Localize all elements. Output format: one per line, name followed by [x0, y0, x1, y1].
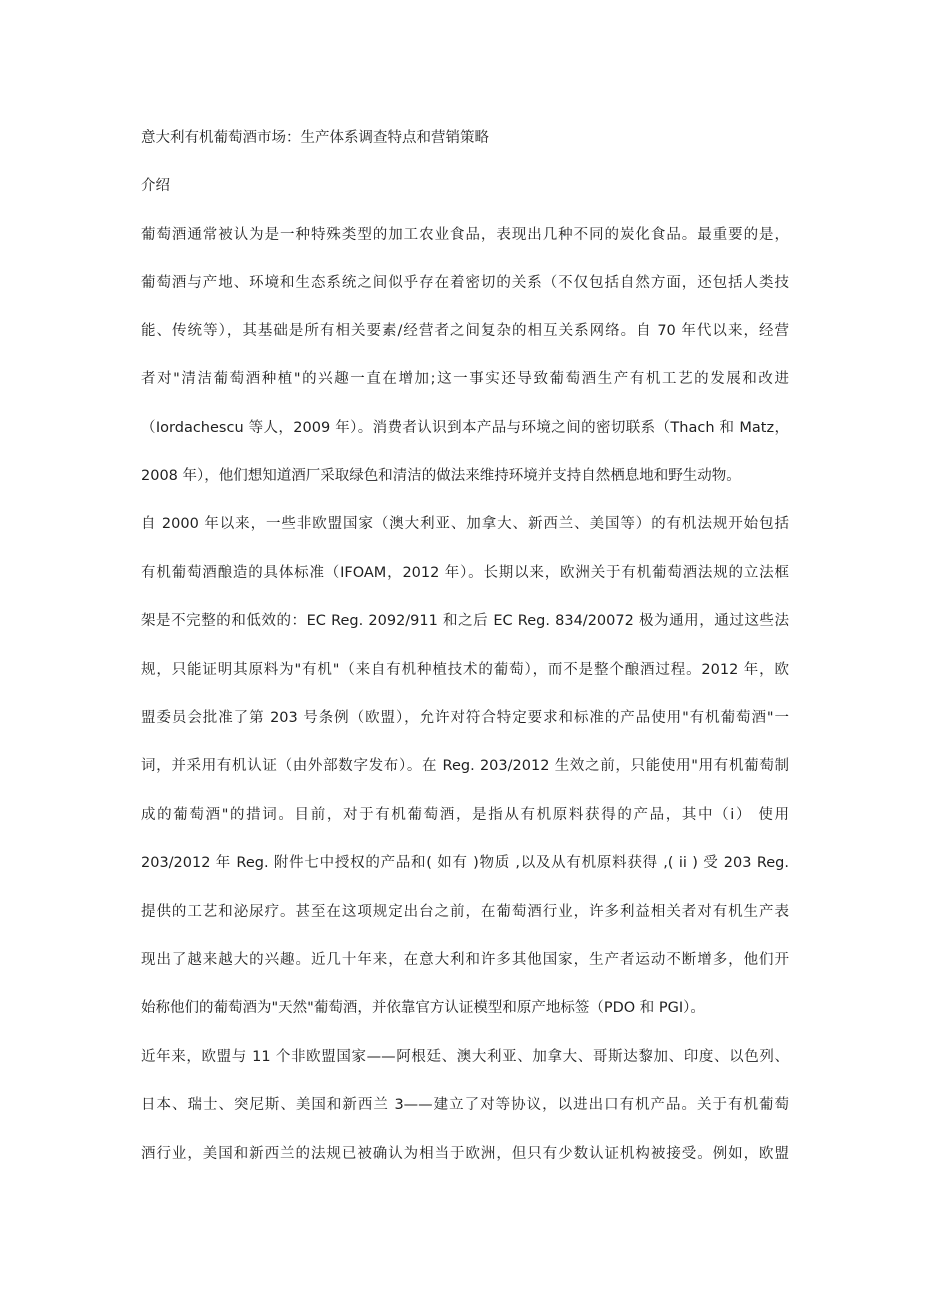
paragraph-2-line-5: 盟委员会批准了第 203 号条例（欧盟），允许对符合特定要求和标准的产品使用"有机葡萄酒"一 [141, 710, 789, 726]
paragraph-1-line-5: （Iordachescu 等人，2009 年）。消费者认识到本产品与环境之间的密切联系（Thach 和 Matz， [141, 420, 789, 436]
paragraph-2-line-7: 成的葡萄酒"的措词。目前，对于有机葡萄酒，是指从有机原料获得的产品，其中（i） 使用 [141, 807, 789, 823]
paragraph-2-line-9: 提供的工艺和泌尿疗。甚至在这项规定出台之前，在葡萄酒行业，许多利益相关者对有机生产表 [141, 904, 789, 920]
paragraph-2-line-6: 词，并采用有机认证（由外部数字发布）。在 Reg. 203/2012 生效之前，只能使用"用有机葡萄制 [141, 758, 789, 774]
paragraph-2-line-4: 规，只能证明其原料为"有机"（来自有机种植技术的葡萄），而不是整个酿酒过程。2012 年，欧 [141, 662, 789, 678]
paragraph-1-line-4: 者对"清洁葡萄酒种植"的兴趣一直在增加;这一事实还导致葡萄酒生产有机工艺的发展和改进 [141, 371, 789, 387]
document-title: 意大利有机葡萄酒市场：生产体系调查特点和营销策略 [141, 130, 489, 146]
paragraph-2-line-8: 203/2012 年 Reg. 附件七中授权的产品和( 如有 )物质 ,以及从有机原料获得 ,( ii ) 受 203 Reg. [141, 855, 789, 871]
paragraph-1-line-3: 能、传统等），其基础是所有相关要素/经营者之间复杂的相互关系网络。自 70 年代以来，经营 [141, 323, 789, 339]
paragraph-2-line-10: 现出了越来越大的兴趣。近几十年来，在意大利和许多其他国家，生产者运动不断增多，他们开 [141, 952, 789, 968]
paragraph-2-line-3: 架是不完整的和低效的：EC Reg. 2092/911 和之后 EC Reg. 834/20072 极为通用，通过这些法 [141, 613, 789, 629]
paragraph-1-line-6: 2008 年），他们想知道酒厂采取绿色和清洁的做法来维持环境并支持自然栖息地和野生动物。 [141, 468, 741, 484]
section-heading: 介绍 [141, 178, 170, 194]
paragraph-2-line-11: 始称他们的葡萄酒为"天然"葡萄酒，并依靠官方认证模型和原产地标签（PDO 和 PGI）。 [141, 1000, 705, 1016]
paragraph-2-line-1: 自 2000 年以来，一些非欧盟国家（澳大利亚、加拿大、新西兰、美国等）的有机法规开始包括 [141, 516, 789, 532]
paragraph-2-line-2: 有机葡萄酒酿造的具体标准（IFOAM，2012 年）。长期以来，欧洲关于有机葡萄酒法规的立法框 [141, 565, 789, 581]
paragraph-1-line-2: 葡萄酒与产地、环境和生态系统之间似乎存在着密切的关系（不仅包括自然方面，还包括人类技 [141, 275, 789, 291]
paragraph-1-line-1: 葡萄酒通常被认为是一种特殊类型的加工农业食品，表现出几种不同的炭化食品。最重要的是， [141, 227, 789, 243]
paragraph-3-line-1: 近年来，欧盟与 11 个非欧盟国家——阿根廷、澳大利亚、加拿大、哥斯达黎加、印度、以色列、 [141, 1049, 789, 1065]
paragraph-3-line-2: 日本、瑞士、突尼斯、美国和新西兰 3——建立了对等协议，以进出口有机产品。关于有机葡萄 [141, 1097, 789, 1113]
paragraph-3-line-3: 酒行业，美国和新西兰的法规已被确认为相当于欧洲，但只有少数认证机构被接受。例如，欧盟 [141, 1146, 789, 1162]
